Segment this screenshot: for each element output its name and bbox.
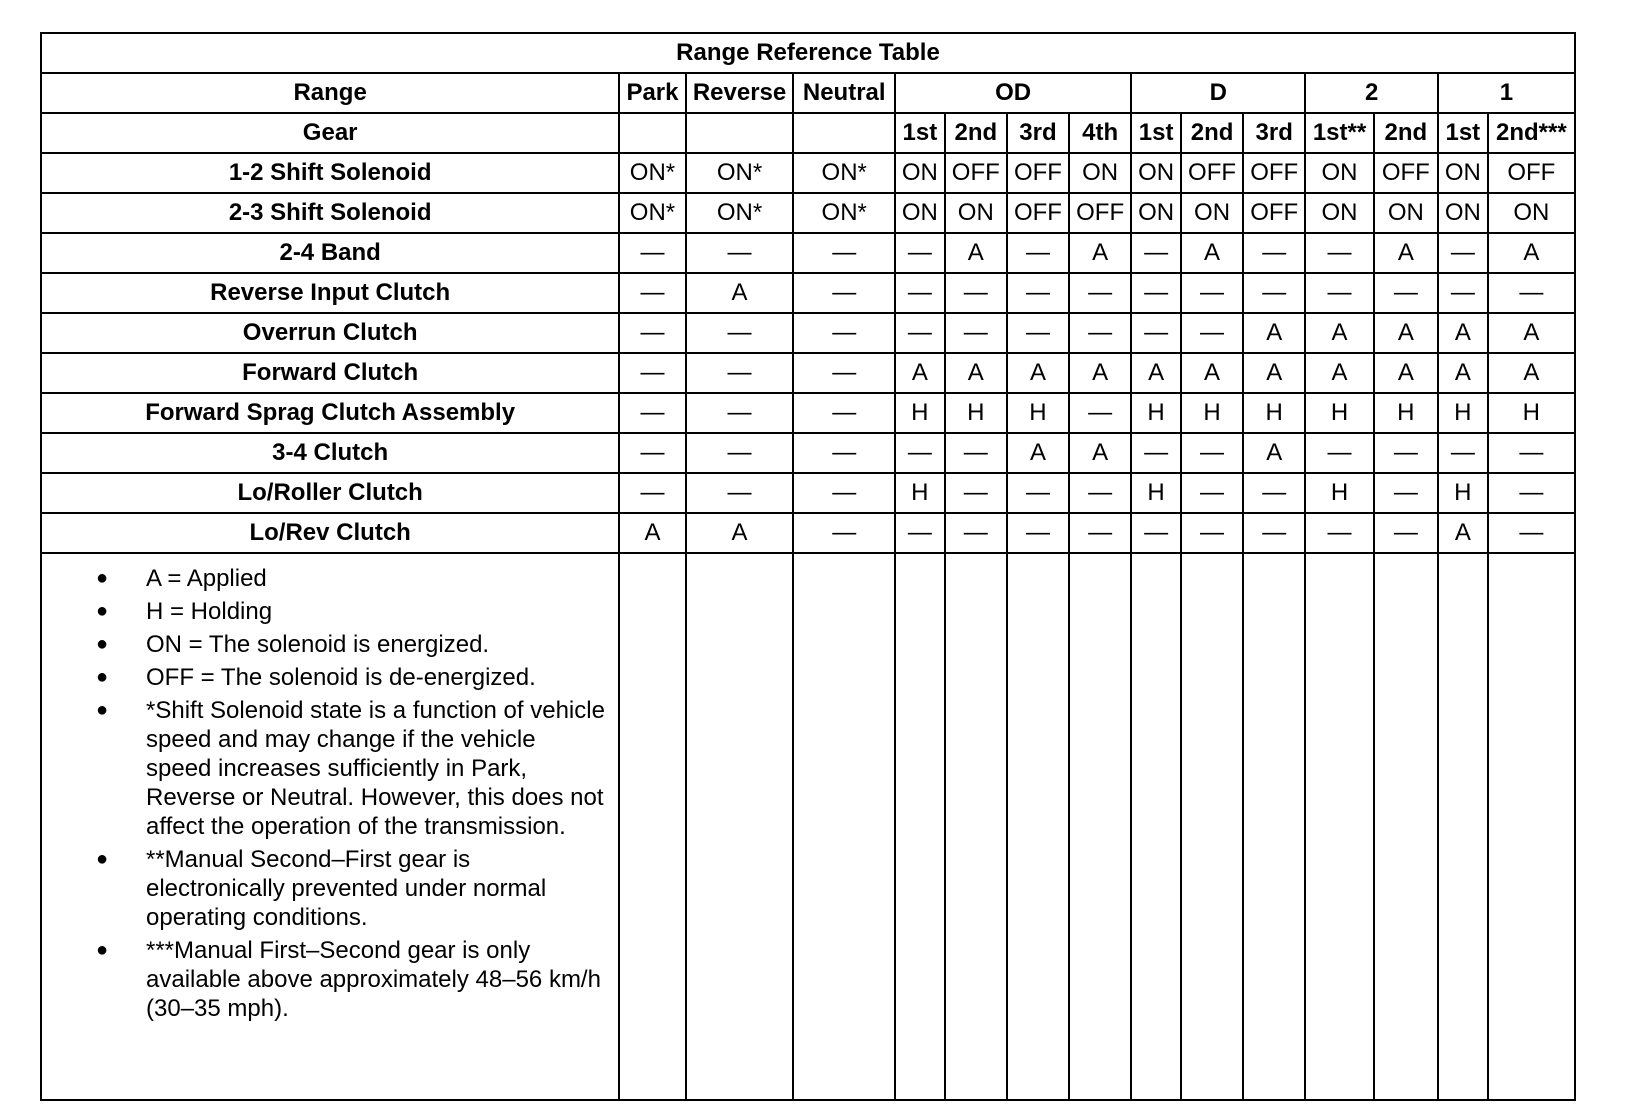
table-cell: OFF [1069,193,1131,233]
table-cell: OFF [1488,153,1575,193]
table-cell: — [793,513,895,553]
table-cell: H [1007,393,1069,433]
table-cell: — [686,473,794,513]
notes-empty-cell [1243,553,1305,1100]
table-cell: — [1438,273,1488,313]
table-cell: A [1438,513,1488,553]
table-cell: A [945,353,1007,393]
table-cell: H [1181,393,1243,433]
table-cell: — [1181,513,1243,553]
table-cell: A [1181,353,1243,393]
table-cell: — [1069,273,1131,313]
table-cell: — [945,273,1007,313]
gear-cell: 2nd [1374,113,1438,153]
table-cell: A [1438,353,1488,393]
gear-cell: 2nd*** [1488,113,1575,153]
table-cell: A [1007,353,1069,393]
gear-cell: 2nd [945,113,1007,153]
table-cell: — [1069,313,1131,353]
notes-list [42,564,618,1023]
row-label: Forward Clutch [41,353,619,393]
table-cell: — [1131,313,1181,353]
table-cell: A [1069,353,1131,393]
row-label: Overrun Clutch [41,313,619,353]
table-cell: — [619,353,685,393]
gear-cell: 1st [1438,113,1488,153]
gear-cell: 1st [1131,113,1181,153]
table-cell: — [1305,273,1373,313]
table-cell: — [1374,513,1438,553]
note-text: ***Manual First–Second gear is only available above approximately 48–56 km/h (30–35 mph). [146,937,601,1022]
table-cell: ON [1131,153,1181,193]
notes-empty-cell [1374,553,1438,1100]
table-cell: ON* [619,193,685,233]
table-cell: — [619,273,685,313]
table-cell: — [1438,233,1488,273]
table-cell: A [1374,313,1438,353]
table-cell: ON [895,153,945,193]
note-text: *Shift Solenoid state is a function of vehicle speed and may change if the vehicle speed increases sufficiently in Park, Reverse or Neutral. However, this does not affect the operation of the transmission. [146,697,605,840]
table-cell: — [1007,273,1069,313]
table-cell: ON* [686,153,794,193]
table-cell: — [1069,473,1131,513]
notes-empty-cell [619,553,685,1100]
range-reverse: Reverse [686,73,794,113]
table-cell: OFF [1243,193,1305,233]
table-cell: H [1305,393,1373,433]
notes-empty-cell [1131,553,1181,1100]
table-cell: H [1243,393,1305,433]
table-cell: ON [945,193,1007,233]
range-neutral: Neutral [793,73,895,113]
notes-empty-cell [1488,553,1575,1100]
table-cell: OFF [1374,153,1438,193]
gear-cell [686,113,794,153]
table-row [41,473,1575,513]
table-cell: H [1488,393,1575,433]
bullet-icon: ● [95,633,109,655]
table-cell: — [793,393,895,433]
table-cell: A [686,273,794,313]
note-item [90,663,606,692]
note-item [90,564,606,593]
gear-cell: 1st [895,113,945,153]
table-cell: A [1488,313,1575,353]
table-cell: — [895,433,945,473]
table-cell: A [895,353,945,393]
table-cell: — [895,273,945,313]
table-cell: — [1131,433,1181,473]
note-item [90,696,606,841]
table-cell: ON [1305,153,1373,193]
table-cell: ON* [686,193,794,233]
table-cell: — [686,313,794,353]
gear-cell: 3rd [1243,113,1305,153]
table-cell: — [1007,233,1069,273]
table-cell: A [1069,433,1131,473]
table-cell: ON [1181,193,1243,233]
range-park: Park [619,73,685,113]
table-cell: — [1305,513,1373,553]
table-cell: — [793,313,895,353]
table-cell: A [619,513,685,553]
table-cell: — [619,313,685,353]
notes-row [41,553,1575,1100]
table-cell: OFF [945,153,1007,193]
table-cell: — [895,513,945,553]
table-cell: — [1181,313,1243,353]
table-row [41,433,1575,473]
gear-cell: 4th [1069,113,1131,153]
bullet-icon: ● [95,939,109,961]
table-cell: OFF [1181,153,1243,193]
table-cell: — [1305,233,1373,273]
table-cell: ON [1374,193,1438,233]
table-cell: A [1131,353,1181,393]
table-cell: OFF [1007,193,1069,233]
table-cell: — [1488,513,1575,553]
table-cell: A [1305,313,1373,353]
table-cell: — [793,353,895,393]
table-cell: — [619,393,685,433]
table-cell: — [1007,313,1069,353]
table-cell: — [1131,513,1181,553]
table-cell: ON [1305,193,1373,233]
table-cell: ON [1131,193,1181,233]
table-cell: H [1131,393,1181,433]
table-row [41,153,1575,193]
table-cell: — [945,433,1007,473]
table-cell: — [1374,473,1438,513]
table-cell: A [1305,353,1373,393]
note-text: **Manual Second–First gear is electronically prevented under normal operating conditions. [146,846,547,931]
notes-empty-cell [793,553,895,1100]
range-label: Range [41,73,619,113]
table-cell: — [1131,233,1181,273]
table-cell: ON* [793,153,895,193]
table-cell: — [895,313,945,353]
table-cell: ON* [793,193,895,233]
table-cell: H [945,393,1007,433]
notes-empty-cell [1438,553,1488,1100]
gear-cell: 2nd [1181,113,1243,153]
table-cell: — [1131,273,1181,313]
table-cell: OFF [1243,153,1305,193]
table-cell: A [1243,313,1305,353]
notes-empty-cell [945,553,1007,1100]
table-cell: — [1243,513,1305,553]
range-d: D [1131,73,1305,113]
table-cell: — [619,473,685,513]
table-cell: H [1305,473,1373,513]
notes-empty-cell [1007,553,1069,1100]
table-cell: A [1181,233,1243,273]
table-cell: — [793,273,895,313]
table-cell: A [1069,233,1131,273]
table-cell: — [1488,433,1575,473]
table-cell: ON [1069,153,1131,193]
table-row [41,193,1575,233]
row-label: 2-3 Shift Solenoid [41,193,619,233]
table-row [41,513,1575,553]
table-cell: ON [1438,193,1488,233]
table-cell: ON [1438,153,1488,193]
gear-row [41,113,1575,153]
gear-cell [793,113,895,153]
table-cell: H [1374,393,1438,433]
gear-cell: 1st** [1305,113,1373,153]
table-cell: A [1374,353,1438,393]
range-od: OD [895,73,1131,113]
table-cell: — [1243,233,1305,273]
table-row [41,273,1575,313]
table-cell: — [1007,473,1069,513]
range-row [41,73,1575,113]
gear-cell [619,113,685,153]
table-title: Range Reference Table [41,33,1575,73]
table-cell: A [1007,433,1069,473]
table-cell: — [1488,273,1575,313]
title-row [41,33,1575,73]
table-cell: ON [895,193,945,233]
table-cell: — [1374,433,1438,473]
notes-cell [41,553,619,1100]
table-cell: — [1438,433,1488,473]
table-cell: — [1181,273,1243,313]
table-cell: — [1007,513,1069,553]
table-cell: ON* [619,153,685,193]
row-label: Lo/Roller Clutch [41,473,619,513]
note-item [90,597,606,626]
gear-label: Gear [41,113,619,153]
notes-empty-cell [686,553,794,1100]
note-text: A = Applied [146,565,267,592]
range-1: 1 [1438,73,1575,113]
table-cell: A [1488,353,1575,393]
note-item [90,630,606,659]
table-row [41,233,1575,273]
table-cell: — [1181,473,1243,513]
table-cell: A [1438,313,1488,353]
table-cell: H [895,393,945,433]
table-cell: A [1488,233,1575,273]
note-item [90,845,606,932]
table-cell: A [1243,433,1305,473]
notes-empty-cell [895,553,945,1100]
table-row [41,393,1575,433]
table-cell: — [686,433,794,473]
note-text: ON = The solenoid is energized. [146,631,490,658]
table-cell: — [1243,273,1305,313]
range-2: 2 [1305,73,1438,113]
table-cell: A [945,233,1007,273]
table-cell: — [1243,473,1305,513]
bullet-icon: ● [95,848,109,870]
note-item [90,936,606,1023]
table-cell: A [1374,233,1438,273]
table-cell: — [895,233,945,273]
table-row [41,353,1575,393]
notes-empty-cell [1305,553,1373,1100]
note-text: OFF = The solenoid is de-energized. [146,664,536,691]
notes-empty-cell [1181,553,1243,1100]
table-cell: H [1438,473,1488,513]
notes-empty-cell [1069,553,1131,1100]
bullet-icon: ● [95,600,109,622]
table-cell: ON [1488,193,1575,233]
table-cell: OFF [1007,153,1069,193]
table-cell: H [895,473,945,513]
gear-cell: 3rd [1007,113,1069,153]
note-text: H = Holding [146,598,273,625]
bullet-icon: ● [95,567,109,589]
row-label: 3-4 Clutch [41,433,619,473]
table-cell: — [1069,513,1131,553]
bullet-icon: ● [95,666,109,688]
table-cell: A [686,513,794,553]
table-cell: — [686,233,794,273]
table-cell: — [619,433,685,473]
table-cell: H [1131,473,1181,513]
table-cell: — [619,233,685,273]
row-label: 1-2 Shift Solenoid [41,153,619,193]
table-cell: — [945,473,1007,513]
table-cell: — [1305,433,1373,473]
table-cell: — [945,513,1007,553]
table-cell: — [793,233,895,273]
row-label: 2-4 Band [41,233,619,273]
table-cell: — [1488,473,1575,513]
table-cell: — [793,473,895,513]
range-reference-table [40,32,1576,1101]
row-label: Lo/Rev Clutch [41,513,619,553]
table-cell: A [1243,353,1305,393]
bullet-icon: ● [95,699,109,721]
table-cell: — [1181,433,1243,473]
table-row [41,313,1575,353]
table-cell: — [945,313,1007,353]
row-label: Forward Sprag Clutch Assembly [41,393,619,433]
table-cell: — [793,433,895,473]
table-cell: — [1069,393,1131,433]
table-cell: — [686,393,794,433]
table-cell: — [1374,273,1438,313]
table-cell: H [1438,393,1488,433]
row-label: Reverse Input Clutch [41,273,619,313]
table-cell: — [686,353,794,393]
